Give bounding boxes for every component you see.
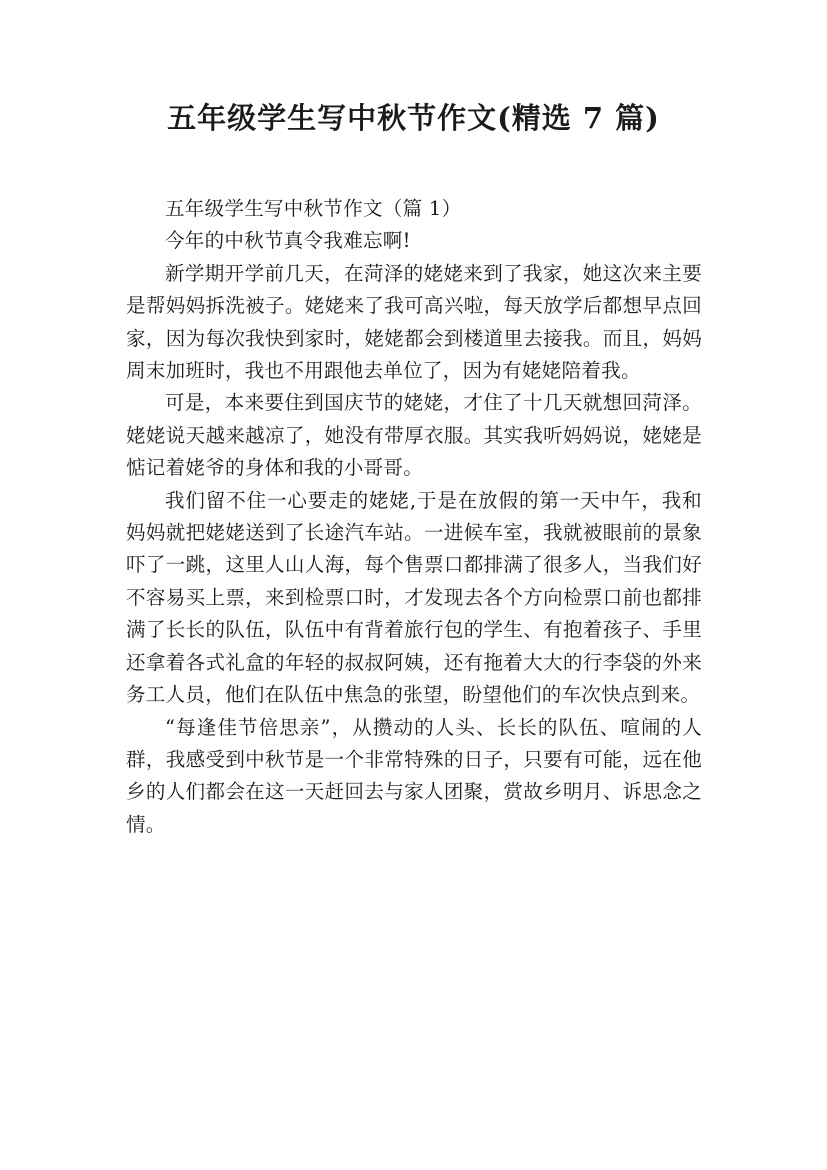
document-title: 五年级学生写中秋节作文(精选 7 篇) — [167, 101, 660, 135]
paragraph: 可是，本来要住到国庆节的姥姥，才住了十几天就想回菏泽。姥姥说天越来越凉了，她没有带厚衣服。其实我听妈妈说，姥姥是惦记着姥爷的身体和我的小哥哥。 — [126, 391, 702, 480]
paragraph: “每逢佳节倍思亲”，从攒动的人头、长长的队伍、喧闹的人群，我感受到中秋节是一个非常特殊的日子，只要有可能，远在他乡的人们都会在这一天赶回去与家人团聚，赏故乡明月、诉思念之情。 — [126, 715, 702, 836]
document-body — [126, 193, 702, 841]
section-heading: 五年级学生写中秋节作文（篇 1） — [165, 197, 462, 220]
paragraph: 新学期开学前几天，在菏泽的姥姥来到了我家，她这次来主要是帮妈妈拆洗被子。姥姥来了我可高兴啦，每天放学后都想早点回家，因为每次我快到家时，姥姥都会到楼道里去接我。而且，妈妈周末加班时，我也不用跟他去单位了，因为有姥姥陪着我。 — [126, 261, 702, 383]
paragraph: 我们留不住一心要走的姥姥,于是在放假的第一天中午，我和妈妈就把姥姥送到了长途汽车站。一进候车室，我就被眼前的景象吓了一跳，这里人山人海，每个售票口都排满了很多人，当我们好不容易买上票，来到检票口时，才发现去各个方向检票口前也都排满了长长的队伍，队伍中有背着旅行包的学生、有抱着孩子、手里还拿着各式礼盒的年轻的叔叔阿姨，还有拖着大大的行李袋的外来务工人员，他们在队伍中焦急的张望，盼望他们的车次快点到来。 — [126, 488, 702, 707]
paragraph: 今年的中秋节真令我难忘啊! — [165, 229, 411, 253]
